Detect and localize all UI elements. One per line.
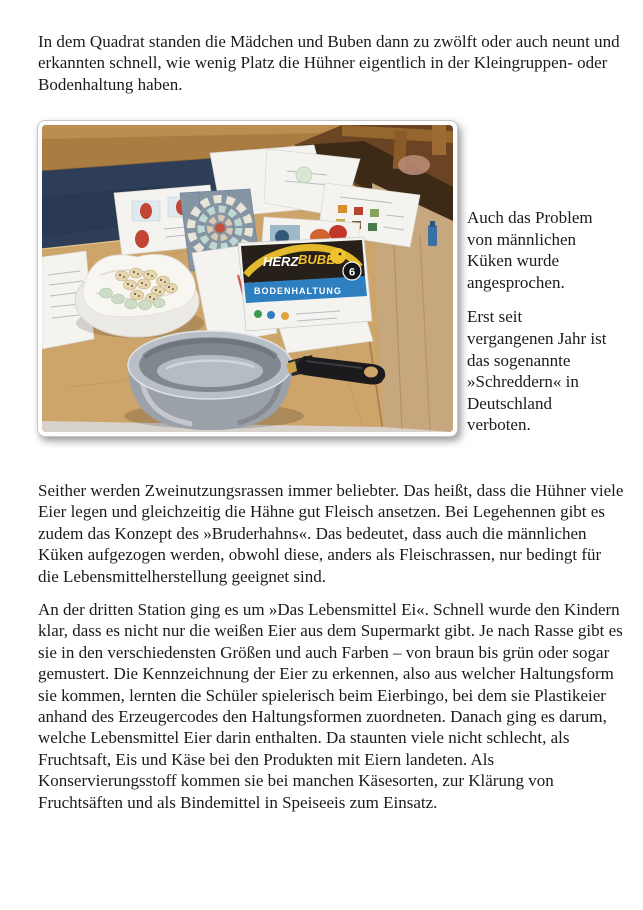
body-paragraph-station-three-egg: An der dritten Station ging es um »Das Lebensmittel Ei«. Schnell wurde den Kindern klar, dass es nicht nur die weißen Eier aus dem Supermarkt gibt. Je nach Rasse gibt es sie in den verschiedensten Größen und auch Farben – von braun bis grün oder sogar gemustert. Die Kennzeichnung der Eier zu erkennen, also aus welcher Haltungsform sie kommen, lernten die Schüler spielerisch beim Eierbingo, bei dem sie Plastikeier anhand des Erzeugercodes den Haltungsformen zuordneten. Danach ging es darum, welche Lebensmittel Eier darin enthalten. Da staunten viele nicht schlecht, als Fruchtsaft, Eis und Käse bei den Produkten mit Eiern landeten. Als Konservierungsstoff kommen sie bei manchen Käsesorten, zur Klärung von Fruchtsäften und als Bindemittel in Speiseeis zum Einsatz.: [38, 600, 623, 812]
aside-paragraph-shredder-ban: Erst seit vergangenen Jahr ist das sogenannte »Schreddern« in Deutschland verboten.: [467, 307, 607, 435]
photo: [37, 120, 458, 437]
photo-side-text: [467, 207, 609, 449]
intro-paragraph: In dem Quadrat standen die Mädchen und Buben dann zu zwölft oder auch neunt und erkannten schnell, wie wenig Platz die Hühner eigentlich in der Kleingruppen- oder Bodenhaltung haben.: [38, 32, 620, 94]
package-band-label: BODENHALTUNG: [254, 286, 342, 296]
package-title-bube: BUBE: [298, 252, 335, 267]
photo-blue-bottle: [428, 225, 437, 246]
body-paragraph-dual-purpose-breeds: Seither werden Zweinutzungsrassen immer beliebter. Das heißt, dass die Hühner viele Eier legen und gleichzeitig die Hähne gut Fleisch ansetzen. Bei Legehennen gibt es zudem das Konzept des »Bruderhahns«. Das bedeutet, dass auch die männlichen Küken aufgezogen werden, obwohl diese, anders als Fleischrassen, nur bedingt für die Lebensmittelherstellung geeignet sind.: [38, 481, 624, 586]
photo-egg-package: [238, 237, 372, 331]
photo-scene: [42, 125, 453, 432]
aside-paragraph-chicks: Auch das Problem von männlichen Küken wurde angesprochen.: [467, 208, 593, 292]
photo-egg-bowl: [75, 254, 204, 338]
package-count: 6: [349, 266, 356, 279]
package-title-herz: HERZ: [263, 254, 299, 269]
